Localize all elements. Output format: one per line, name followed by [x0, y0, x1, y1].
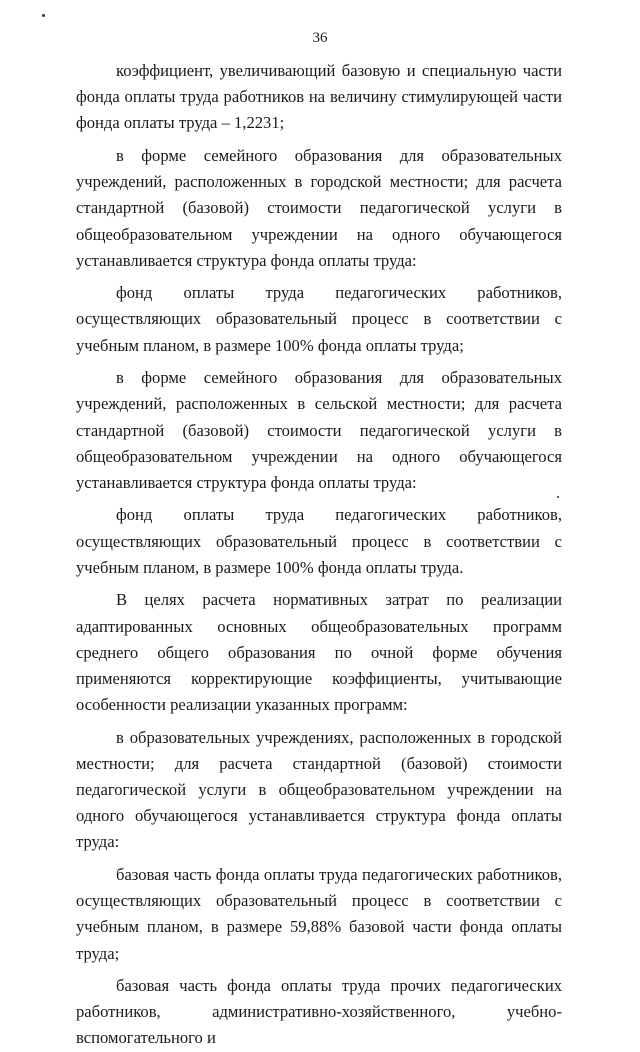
paragraph: в образовательных учреждениях, расположенных в городской местности; для расчета стандартной (базовой) стоимости педагогической услуги в общеобразовательном учреждении на одного обучающегося устанавливается структура фонда оплаты труда:: [76, 727, 562, 852]
paragraph: в форме семейного образования для образовательных учреждений, расположенных в городской местности; для расчета стандартной (базовой) стоимости педагогической услуги в общеобразовательном учреждении на одного обучающегося устанавливается структура фонда оплаты труда:: [76, 145, 562, 270]
page-number: 36: [312, 30, 328, 46]
paragraph: В целях расчета нормативных затрат по реализации адаптированных основных общеобразовательных программ среднего общего образования по очной форме обучения применяются корректирующие коэффициенты, учитывающие особенности реализации указанных программ:: [76, 590, 562, 715]
scan-speck: [42, 14, 45, 17]
paragraph: базовая часть фонда оплаты труда прочих педагогических работников, административно-хозяйственного, учебно-вспомогательного и: [76, 976, 562, 1048]
paragraph: коэффициент, увеличивающий базовую и специальную части фонда оплаты труда работников на величину стимулирующей части фонда оплаты труда – 1,2231;: [76, 61, 562, 133]
paragraph: в форме семейного образования для образовательных учреждений, расположенных в сельской местности; для расчета стандартной (базовой) стоимости педагогической услуги в общеобразовательном учреждении на одного обучающегося устанавливается структура фонда оплаты труда:: [76, 368, 562, 492]
paragraph: фонд оплаты труда педагогических работников, осуществляющих образовательный процесс в соответствии с учебным планом, в размере 100% фонда оплаты труда;: [76, 283, 562, 355]
document-body: [76, 58, 562, 1052]
paragraph: базовая часть фонда оплаты труда педагогических работников, осуществляющих образовательный процесс в соответствии с учебным планом, в размере 59,88% базовой части фонда оплаты труда;: [76, 864, 562, 963]
paragraph: фонд оплаты труда педагогических работников, осуществляющих образовательный процесс в соответствии с учебным планом, в размере 100% фонда оплаты труда.: [76, 505, 562, 577]
